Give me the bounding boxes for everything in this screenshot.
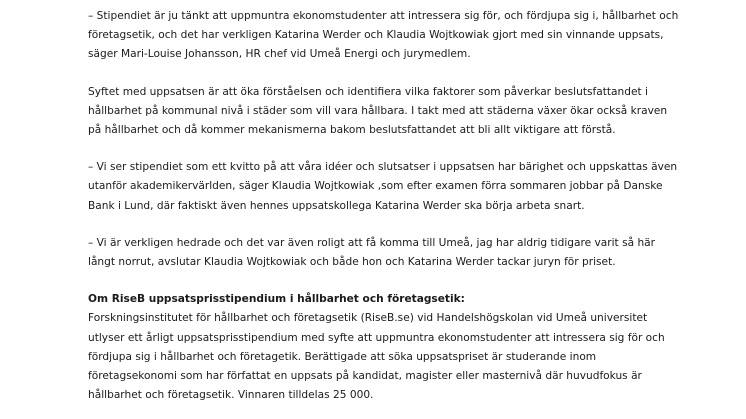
paragraph-spacer [88,140,708,158]
text-line: säger Mari-Louise Johansson, HR chef vid Umeå Energi och jurymedlem. [88,48,471,61]
closing-quote-paragraph [88,234,708,272]
text-line: – Vi ser stipendiet som ett kvitto på att våra idéer och slutsatser i uppsatsen har bärighet och uppskattas även [88,161,678,174]
text-line: – Stipendiet är ju tänkt att uppmuntra ekonomstudenter att intressera sig för, och fördjupa sig i, hållbarhet och [88,10,679,22]
paragraph-spacer [88,65,708,83]
about-section [88,290,708,405]
quote-paragraph-winner [88,158,708,216]
quote-paragraph-juror [88,7,708,65]
text-line: hållbarhet och företagsetik. Vinnaren tilldelas 25 000. [88,389,374,402]
text-line: utanför akademikervärlden, säger Klaudia Wojtkowiak ,som efter examen förra sommaren jobbar på Danske [88,180,663,193]
text-line: Bank i Lund, där faktiskt även hennes uppsatskollega Katarina Werder ska börja arbeta snart. [88,199,585,212]
about-heading: Om RiseB uppsatsprisstipendium i hållbarhet och företagsetik: [88,293,465,306]
text-line: hållbarhet på kommunal nivå i städer som vill vara hållbara. I takt med att städerna växer ökar också kraven [88,104,668,117]
text-line: långt norrut, avslutar Klaudia Wojtkowiak och både hon och Katarina Werder tackar juryn för priset. [88,256,616,269]
text-line: företagsetik, och det har verkligen Katarina Werder och Klaudia Wojtkowiak gjort med sin vinnande uppsats, [88,29,664,42]
paragraph-spacer [88,216,708,234]
document-body [88,7,708,405]
text-line: på hållbarhet och då kommer mekanismerna bakom beslutsfattandet att bli allt viktigare att förstå. [88,124,616,137]
text-line: Forskningsinstitutet för hållbarhet och företagsetik (RiseB.se) vid Handelshögskolan vid Umeå universitet [88,312,648,325]
text-line: fördjupa sig i hållbarhet och företagetik. Berättigade att söka uppsatspriset är studerande inom [88,350,597,363]
paragraph-spacer [88,272,708,290]
purpose-paragraph [88,83,708,141]
text-line: – Vi är verkligen hedrade och det var även roligt att få komma till Umeå, jag har aldrig tidigare varit så här [88,236,656,249]
text-line: Syftet med uppsatsen är att öka förståelsen och identifiera vilka faktorer som påverkar beslutsfattandet i [88,85,648,98]
text-line: utlyser ett årligt uppsatsprisstipendium med syfte att uppmuntra ekonomstudenter att intressera sig för och [88,331,665,344]
text-line: företagsekonomi som har författat en uppsats på kandidat, magister eller masternivå där huvudfokus är [88,370,642,383]
